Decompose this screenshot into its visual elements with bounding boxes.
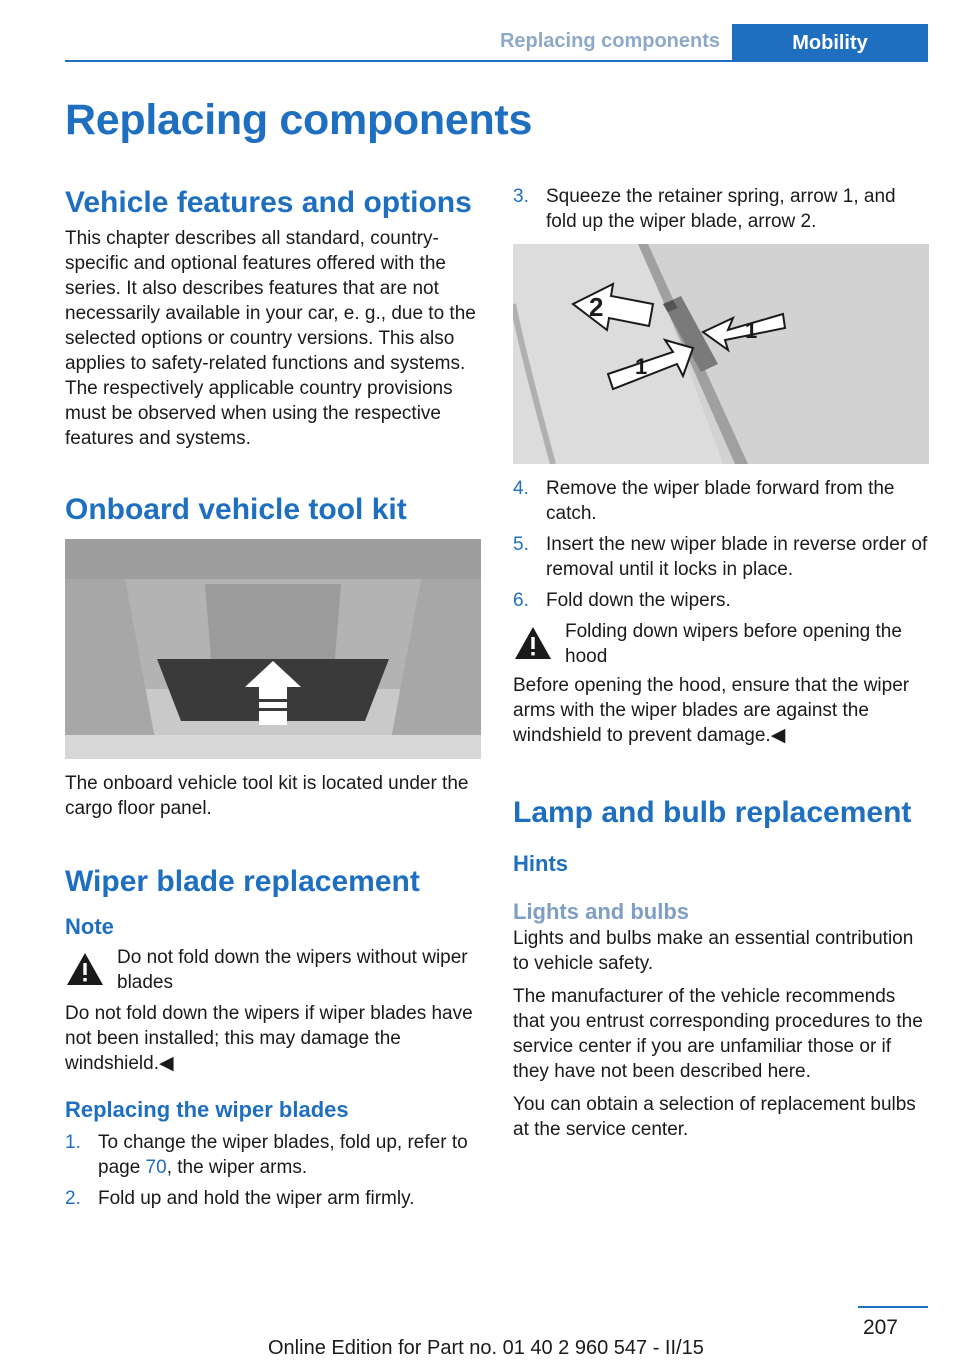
step-number: 6. [513, 590, 529, 611]
step-number: 2. [65, 1188, 81, 1209]
header-rule [65, 60, 928, 62]
header-chapter-tab: Mobility [732, 24, 928, 62]
tool-kit-body: The onboard vehicle tool kit is located under the cargo floor panel. [65, 773, 469, 819]
note-heading: Note [65, 914, 114, 939]
step-text: Fold up and hold the wiper arm firmly. [98, 1188, 415, 1209]
list-item [65, 1186, 481, 1211]
lights-bulbs-heading: Lights and bulbs [513, 899, 689, 924]
lights-paragraph-3: You can obtain a selection of replacement bulbs at the service center. [513, 1094, 916, 1140]
replacing-wiper-blades-heading: Replacing the wiper blades [65, 1097, 349, 1122]
vehicle-features-body: This chapter describes all standard, country-specific and optional features offered with the series. It also describes features that are not necessarily available in your car, e. g., due to the selected options or country versions. This also applies to safety-related functions and systems. The respectively applicable country provisions must be observed when using the respective features and systems. [65, 228, 476, 449]
warning-icon [65, 951, 105, 987]
list-item [513, 476, 929, 526]
step-text-before: To change the wiper blades, fold up, refer to page [98, 1132, 468, 1178]
wiper-steps-list [65, 1130, 481, 1211]
arrow-1-lower-label: 1 [635, 354, 648, 379]
footer-rule [858, 1306, 928, 1308]
step-text [98, 1130, 481, 1180]
lamp-bulb-heading: Lamp and bulb replacement [513, 796, 912, 829]
right-column [513, 184, 929, 1142]
tool-kit-heading: Onboard vehicle tool kit [65, 493, 407, 526]
arrow-2-label: 2 [589, 292, 604, 322]
vehicle-features-heading: Vehicle features and options [65, 186, 472, 219]
hood-warning-body: Before opening the hood, ensure that the wiper arms with the wiper blades are against the windshield to prevent damage.◀ [513, 675, 910, 746]
step-text: Squeeze the retainer spring, arrow 1, and fold up the wiper blade, arrow 2. [546, 186, 896, 232]
page-reference-link[interactable]: 70 [145, 1157, 167, 1178]
wiper-warning-title: Do not fold down the wipers without wiper blades [117, 947, 468, 993]
wiper-warning-body: Do not fold down the wipers if wiper blades have not been installed; this may damage the windshield.◀ [65, 1003, 473, 1074]
wiper-blade-figure [513, 244, 929, 464]
header-section-title: Replacing components [499, 30, 720, 52]
footer-edition: Online Edition for Part no. 01 40 2 960 547 - II/15 [268, 1337, 704, 1359]
hood-warning-title: Folding down wipers before opening the hood [565, 621, 902, 667]
lights-paragraph-1: Lights and bulbs make an essential contribution to vehicle safety. [513, 928, 914, 974]
wiper-replacement-heading: Wiper blade replacement [65, 865, 420, 898]
warning-icon [513, 625, 553, 661]
left-column [65, 184, 481, 1217]
step-text: Remove the wiper blade forward from the catch. [546, 478, 895, 524]
step-number: 1. [65, 1132, 81, 1153]
cargo-area-illustration [65, 539, 481, 759]
step-text-after: , the wiper arms. [166, 1157, 308, 1178]
step-number: 4. [513, 478, 529, 499]
page-title: Replacing components [65, 96, 533, 144]
wiper-steps-continued [513, 476, 929, 613]
hints-heading: Hints [513, 851, 568, 876]
list-item [513, 532, 929, 582]
cargo-area-figure [65, 539, 481, 759]
step-number: 3. [513, 186, 529, 207]
list-item [513, 588, 929, 613]
list-item [65, 1130, 481, 1180]
step-text: Insert the new wiper blade in reverse order of removal until it locks in place. [546, 534, 928, 580]
hood-warning [513, 619, 929, 669]
wiper-blade-illustration [513, 244, 929, 464]
page-number: 207 [862, 1316, 898, 1339]
step-number: 5. [513, 534, 529, 555]
list-item [513, 184, 929, 234]
wiper-warning [65, 945, 481, 995]
step-text: Fold down the wipers. [546, 590, 731, 611]
lights-paragraph-2: The manufacturer of the vehicle recommends that you entrust corresponding procedures to the service center if you are unfamiliar those or if they have not been described here. [513, 986, 923, 1082]
arrow-1-upper-label: 1 [745, 318, 758, 343]
step-3-list [513, 184, 929, 234]
